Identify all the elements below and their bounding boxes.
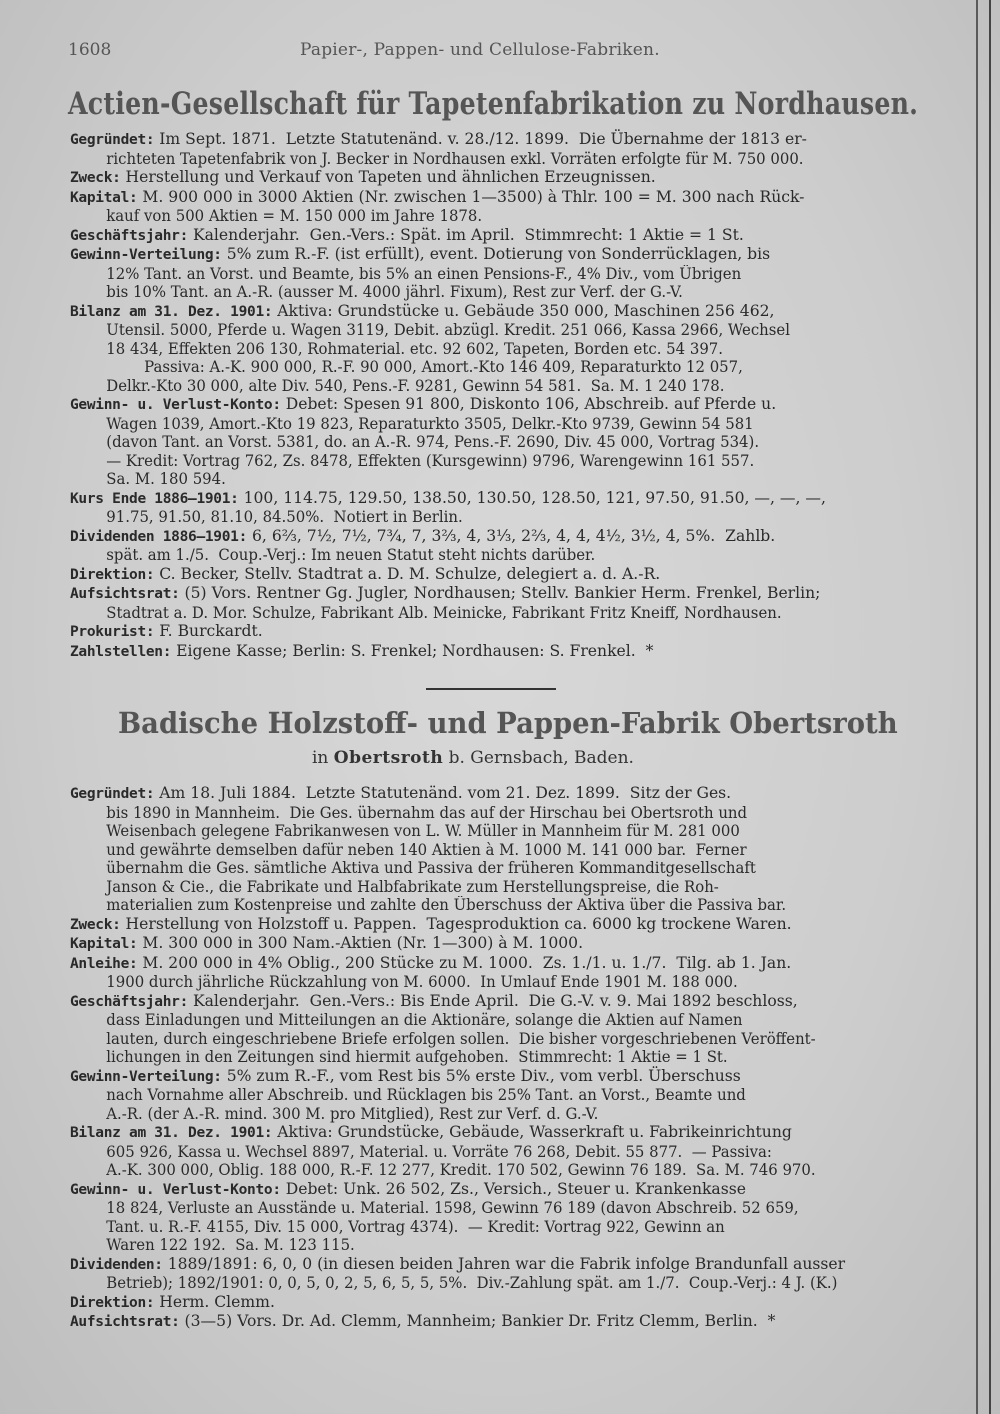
entry-line <box>70 546 874 565</box>
entry-text: M. 200 000 in 4% Oblig., 200 Stücke zu M. 1000. Zs. 1./1. u. 1./7. Tilg. ab 1. Jan. <box>137 953 792 972</box>
entry-text: (3—5) Vors. Dr. Ad. Clemm, Mannheim; Bankier Dr. Fritz Clemm, Berlin. * <box>179 1312 776 1330</box>
entry-text: Passiva: A.-K. 900 000, R.-F. 90 000, Amort.-Kto 146 409, Reparaturkto 12 057, <box>106 358 743 376</box>
company2-title: Badische Holzstoff- und Pappen-Fabrik Obertsroth <box>118 706 898 740</box>
company2-subtitle <box>312 748 634 768</box>
entry-line <box>70 584 912 604</box>
running-title: Papier-, Pappen- und Cellulose-Fabriken. <box>300 40 660 60</box>
entry-line <box>70 1218 874 1237</box>
entry-label: Aufsichtsrat: <box>70 586 180 602</box>
entry-text: 1889/1891: 6, 0, 0 (in diesen beiden Jahren war die Fabrik infolge Brandunfall ausser <box>162 1254 846 1273</box>
entry-line <box>70 784 912 804</box>
entry-line <box>70 508 874 527</box>
entry-text: A.-R. (der A.-R. mind. 300 M. pro Mitglied), Rest zur Verf. d. G.-V. <box>106 1104 599 1123</box>
entry-line <box>70 130 912 150</box>
entry-line <box>70 1255 912 1275</box>
entry-line <box>70 1123 912 1143</box>
entry-line <box>70 992 912 1012</box>
entry-text: und gewährte demselben dafür neben 140 Aktien à M. 1000 M. 141 000 bar. Ferner <box>106 840 747 859</box>
company1-body <box>70 130 912 661</box>
entry-label: Zweck: <box>70 916 121 933</box>
entry-text: Kalenderjahr. Gen.-Vers.: Spät. im April. Stimmrecht: 1 Aktie = 1 St. <box>188 225 744 244</box>
page-edge-line <box>976 0 978 1414</box>
entry-text: Betrieb); 1892/1901: 0, 0, 5, 0, 2, 5, 6, 5, 5, 5%. Div.-Zahlung spät. am 1./7. Coup.-Verj.: 4 J. (K.) <box>106 1274 838 1292</box>
entry-text: (5) Vors. Rentner Gg. Jugler, Nordhausen; Stellv. Bankier Herm. Frenkel, Berlin; <box>179 584 821 602</box>
entry-text: 100, 114.75, 129.50, 138.50, 130.50, 128.50, 121, 97.50, 91.50, —, —, —, <box>238 488 826 507</box>
entry-label: Kapital: <box>70 936 138 952</box>
company1-title: Actien-Gesellschaft für Tapetenfabrikation zu Nordhausen. <box>68 86 919 122</box>
entry-line <box>70 168 912 188</box>
entry-text: 5% zum R.-F., vom Rest bis 5% erste Div., vom verbl. Überschuss <box>221 1066 741 1085</box>
entry-text: 18 824, Verluste an Ausstände u. Material. 1598, Gewinn 76 189 (davon Abschreib. 52 659, <box>106 1199 799 1217</box>
entry-line <box>70 1236 874 1255</box>
entry-text: 6, 6⅔, 7½, 7½, 7¾, 7, 3⅔, 4, 3⅓, 2⅔, 4, 4, 4½, 3½, 4, 5%. Zahlb. <box>247 526 776 545</box>
entry-text: spät. am 1./5. Coup.-Verj.: Im neuen Statut steht nichts darüber. <box>106 546 596 564</box>
entry-text: 1900 durch jährliche Rückzahlung von M. 6000. In Umlauf Ende 1901 M. 188 000. <box>106 973 738 991</box>
entry-text: Eigene Kasse; Berlin: S. Frenkel; Nordhausen: S. Frenkel. * <box>171 641 654 660</box>
entry-label: Direktion: <box>70 566 155 583</box>
entry-line <box>70 1274 874 1293</box>
entry-line <box>70 395 912 415</box>
entry-text: Debet: Unk. 26 502, Zs., Versich., Steuer u. Krankenkasse <box>280 1179 746 1198</box>
entry-label: Bilanz am 31. Dez. 1901: <box>70 303 273 320</box>
entry-text: nach Vornahme aller Abschreib. und Rücklagen bis 25% Tant. an Vorst., Beamte und <box>106 1086 746 1104</box>
entry-label: Bilanz am 31. Dez. 1901: <box>70 1125 273 1141</box>
entry-line <box>70 283 874 302</box>
subtitle-suffix: b. Gernsbach, Baden. <box>443 748 634 768</box>
entry-text: 605 926, Kassa u. Wechsel 8897, Material. u. Vorräte 76 268, Debit. 55 877. — Passiva: <box>106 1142 772 1161</box>
entry-label: Dividenden: <box>70 1256 163 1273</box>
entry-line <box>70 321 874 340</box>
running-header <box>68 40 908 64</box>
entry-text: Waren 122 192. Sa. M. 123 115. <box>106 1236 355 1254</box>
entry-line <box>70 565 912 585</box>
entry-label: Gewinn- u. Verlust-Konto: <box>70 397 281 413</box>
entry-text: Aktiva: Grundstücke u. Gebäude 350 000, Maschinen 256 462, <box>272 301 775 320</box>
entry-line <box>70 226 912 246</box>
entry-line <box>70 1161 874 1180</box>
entry-line <box>70 527 912 547</box>
entry-text: bis 1890 in Mannheim. Die Ges. übernahm das auf der Hirschau bei Obertsroth und <box>106 803 748 822</box>
entry-line <box>70 358 874 377</box>
entry-text: Stadtrat a. D. Mor. Schulze, Fabrikant Alb. Meinicke, Fabrikant Fritz Kneiff, Nordhausen. <box>106 603 782 622</box>
entry-line <box>70 207 874 226</box>
company2-body <box>70 784 912 1332</box>
entry-line <box>70 1199 874 1218</box>
entry-text: Am 18. Juli 1884. Letzte Statutenänd. vom 21. Dez. 1899. Sitz der Ges. <box>154 784 732 802</box>
entry-text: F. Burckardt. <box>154 622 263 640</box>
section-divider <box>426 688 556 690</box>
entry-text: materialien zum Kostenpreise und zahlte den Überschuss der Aktiva über die Passiva bar. <box>106 896 787 914</box>
entry-line <box>70 470 874 489</box>
entry-text: M. 900 000 in 3000 Aktien (Nr. zwischen 1—3500) à Thlr. 100 = M. 300 nach Rück- <box>137 187 805 206</box>
entry-line <box>70 245 912 265</box>
entry-label: Gewinn- u. Verlust-Konto: <box>70 1181 281 1198</box>
entry-line <box>70 915 912 935</box>
entry-line <box>70 1293 912 1313</box>
entry-text: Herstellung und Verkauf von Tapeten und ähnlichen Erzeugnissen. <box>120 168 656 186</box>
entry-label: Geschäftsjahr: <box>70 227 189 244</box>
entry-text: Janson & Cie., die Fabrikate und Halbfabrikate zum Herstellungspreise, die Roh- <box>106 877 719 896</box>
entry-line <box>70 302 912 322</box>
entry-line <box>70 489 912 509</box>
entry-label: Anleihe: <box>70 955 138 972</box>
entry-text: Im Sept. 1871. Letzte Statutenänd. v. 28./12. 1899. Die Übernahme der 1813 er- <box>154 130 807 148</box>
entry-text: M. 300 000 in 300 Nam.-Aktien (Nr. 1—300) à M. 1000. <box>137 934 584 952</box>
entry-text: Herstellung von Holzstoff u. Pappen. Tagesproduktion ca. 6000 kg trockene Waren. <box>120 914 792 933</box>
entry-line <box>70 265 874 284</box>
entry-label: Dividenden 1886—1901: <box>70 528 248 545</box>
page-number: 1608 <box>68 40 112 60</box>
entry-text: 91.75, 91.50, 81.10, 84.50%. Notiert in Berlin. <box>106 508 463 526</box>
entry-line <box>70 1011 874 1030</box>
entry-text: — Kredit: Vortrag 762, Zs. 8478, Effekten (Kursgewinn) 9796, Warengewinn 161 557. <box>106 451 755 470</box>
entry-label: Gegründet: <box>70 132 155 148</box>
entry-label: Kurs Ende 1886—1901: <box>70 490 239 507</box>
entry-label: Gewinn-Verteilung: <box>70 247 222 263</box>
entry-text: dass Einladungen und Mitteilungen an die Aktionäre, solange die Aktien auf Namen <box>106 1011 743 1029</box>
entry-line <box>70 841 874 860</box>
entry-text: Wagen 1039, Amort.-Kto 19 823, Reparaturkto 3505, Delkr.-Kto 9739, Gewinn 54 581 <box>106 414 754 433</box>
entry-text: (davon Tant. an Vorst. 5381, do. an A.-R. 974, Pens.-F. 2690, Div. 45 000, Vortrag 534). <box>106 433 760 451</box>
entry-label: Aufsichtsrat: <box>70 1314 180 1330</box>
entry-text: Delkr.-Kto 30 000, alte Div. 540, Pens.-F. 9281, Gewinn 54 581. Sa. M. 1 240 178. <box>106 376 725 395</box>
entry-line <box>70 150 874 169</box>
entry-line <box>70 878 874 897</box>
entry-text: Utensil. 5000, Pferde u. Wagen 3119, Debit. abzügl. Kredit. 251 066, Kassa 2966, Wechsel <box>106 321 790 339</box>
entry-text: A.-K. 300 000, Oblig. 188 000, R.-F. 12 277, Kredit. 170 502, Gewinn 76 189. Sa. M. 746 970. <box>106 1161 816 1179</box>
entry-text: richteten Tapetenfabrik von J. Becker in Nordhausen exkl. Vorräten erfolgte für M. 750 000. <box>106 149 804 168</box>
entry-line <box>70 188 912 208</box>
entry-line <box>70 1143 874 1162</box>
entry-line <box>70 804 874 823</box>
entry-line <box>70 622 912 642</box>
entry-line <box>70 452 874 471</box>
entry-text: Tant. u. R.-F. 4155, Div. 15 000, Vortrag 4374). — Kredit: Vortrag 922, Gewinn an <box>106 1217 725 1236</box>
entry-line <box>70 604 874 623</box>
entry-text: Debet: Spesen 91 800, Diskonto 106, Abschreib. auf Pferde u. <box>280 395 777 413</box>
entry-label: Direktion: <box>70 1294 155 1311</box>
entry-label: Gewinn-Verteilung: <box>70 1068 222 1085</box>
entry-line <box>70 1030 874 1049</box>
entry-text: Aktiva: Grundstücke, Gebäude, Wasserkraft u. Fabrikeinrichtung <box>272 1123 792 1141</box>
entry-label: Geschäftsjahr: <box>70 993 189 1010</box>
entry-text: übernahm die Ges. sämtliche Aktiva und Passiva der früheren Kommanditgesellschaft <box>106 859 756 877</box>
entry-text: bis 10% Tant. an A.-R. (ausser M. 4000 jährl. Fixum), Rest zur Verf. der G.-V. <box>106 283 683 301</box>
entry-text: Sa. M. 180 594. <box>106 470 226 488</box>
entry-line <box>70 973 874 992</box>
subtitle-prefix: in <box>312 748 334 768</box>
entry-line <box>70 1086 874 1105</box>
entry-line <box>70 1048 874 1067</box>
entry-line <box>70 954 912 974</box>
subtitle-place: Obertsroth <box>333 748 444 768</box>
entry-text: 5% zum R.-F. (ist erfüllt), event. Dotierung von Sonderrücklagen, bis <box>221 245 771 263</box>
entry-line <box>70 415 874 434</box>
entry-line <box>70 822 874 841</box>
entry-label: Zahlstellen: <box>70 643 172 660</box>
entry-text: 18 434, Effekten 206 130, Rohmaterial. etc. 92 602, Tapeten, Borden etc. 54 397. <box>106 339 724 358</box>
entry-line <box>70 934 912 954</box>
entry-line <box>70 433 874 452</box>
entry-line <box>70 896 874 915</box>
entry-text: 12% Tant. an Vorst. und Beamte, bis 5% an einen Pensions-F., 4% Div., vom Übrigen <box>106 264 742 283</box>
entry-text: Weisenbach gelegene Fabrikanwesen von L. W. Müller in Mannheim für M. 281 000 <box>106 822 740 840</box>
entry-text: C. Becker, Stellv. Stadtrat a. D. M. Schulze, delegiert a. d. A.-R. <box>154 564 661 583</box>
page-edge-line <box>989 0 991 1414</box>
entry-line <box>70 340 874 359</box>
entry-line <box>70 1180 912 1200</box>
entry-line <box>70 859 874 878</box>
entry-line <box>70 1105 874 1124</box>
entry-label: Gegründet: <box>70 786 155 802</box>
entry-text: kauf von 500 Aktien = M. 150 000 im Jahre 1878. <box>106 207 483 225</box>
entry-label: Prokurist: <box>70 624 155 640</box>
entry-line <box>70 1312 912 1332</box>
entry-text: Herm. Clemm. <box>154 1292 275 1311</box>
entry-text: lauten, durch eingeschriebene Briefe erfolgen sollen. Die bisher vorgeschriebenen Veröffent- <box>106 1029 816 1048</box>
entry-line <box>70 642 912 662</box>
entry-text: lichungen in den Zeitungen sind hiermit aufgehoben. Stimmrecht: 1 Aktie = 1 St. <box>106 1048 728 1066</box>
entry-text: Kalenderjahr. Gen.-Vers.: Bis Ende April. Die G.-V. v. 9. Mai 1892 beschloss, <box>188 991 798 1010</box>
entry-line <box>70 377 874 396</box>
entry-label: Kapital: <box>70 189 138 206</box>
entry-line <box>70 1067 912 1087</box>
entry-label: Zweck: <box>70 170 121 186</box>
